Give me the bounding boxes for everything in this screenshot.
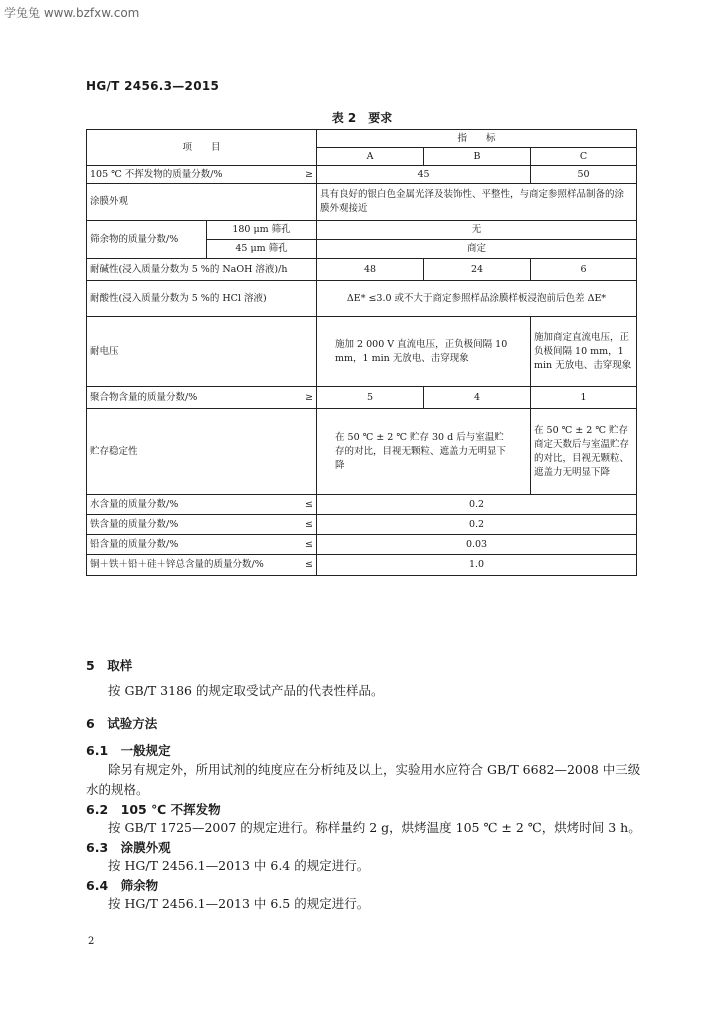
value-cell: 无 xyxy=(317,221,637,240)
section-6-1-text: 除另有规定外，所用试剂的纯度应在分析纯及以上，实验用水应符合 GB/T 6682—2008 中三级 xyxy=(108,762,641,777)
row-label xyxy=(87,555,317,576)
page-number: 2 xyxy=(88,936,95,947)
label-text: 铁含量的质量分数/% xyxy=(90,518,179,530)
comparison-symbol: ≥ xyxy=(305,391,314,403)
value-cell: 48 xyxy=(317,259,424,281)
value-cell: 0.2 xyxy=(317,515,637,535)
row-total xyxy=(87,555,637,576)
label-text: 105 ℃ 不挥发物的质量分数/% xyxy=(90,168,223,180)
value-cell: 在 50 ℃ ± 2 ℃ 贮存商定天数后与室温贮存的对比，目视无颗粒、遮盖力无明显下降 xyxy=(531,409,637,495)
value-cell: 施加商定直流电压，正负极间隔 10 mm，1 min 无放电、击穿现象 xyxy=(531,317,637,387)
row-appearance xyxy=(87,184,637,221)
grade-a: A xyxy=(317,148,424,166)
value-cell: 6 xyxy=(531,259,637,281)
value-cell: 45 xyxy=(317,166,531,184)
row-polymer xyxy=(87,387,637,409)
comparison-symbol: ≥ xyxy=(305,168,314,180)
table-header-row xyxy=(87,130,637,148)
value-cell: 1 xyxy=(531,387,637,409)
label-text: 水含量的质量分数/% xyxy=(90,498,179,510)
table-caption: 表 2 要求 xyxy=(331,111,393,125)
row-label xyxy=(87,387,317,409)
grade-b: B xyxy=(424,148,531,166)
row-label: 涂膜外观 xyxy=(87,184,317,221)
section-6-4-title: 6.4 筛余物 xyxy=(86,878,159,893)
value-cell: 商定 xyxy=(317,240,637,259)
grade-c: C xyxy=(531,148,637,166)
row-label: 耐碱性(浸入质量分数为 5 %的 NaOH 溶液)/h xyxy=(87,259,317,281)
section-5-text: 按 GB/T 3186 的规定取受试产品的代表性样品。 xyxy=(108,683,384,698)
section-6-3-title: 6.3 涂膜外观 xyxy=(86,840,171,855)
label-text: 铜＋铁＋铅＋硅＋锌总含量的质量分数/% xyxy=(90,559,264,570)
value-cell: 24 xyxy=(424,259,531,281)
row-water xyxy=(87,495,637,515)
row-label xyxy=(87,495,317,515)
row-label xyxy=(87,166,317,184)
section-6-1-title: 6.1 一般规定 xyxy=(86,743,171,758)
sub-label: 45 μm 筛孔 xyxy=(207,240,317,259)
row-storage xyxy=(87,409,637,495)
label-text: 聚合物含量的质量分数/% xyxy=(90,391,198,403)
document-code: HG/T 2456.3—2015 xyxy=(86,79,220,93)
row-label: 耐电压 xyxy=(87,317,317,387)
section-6-4-text: 按 HG/T 2456.1—2013 中 6.5 的规定进行。 xyxy=(108,896,370,911)
row-voltage xyxy=(87,317,637,387)
row-label: 贮存稳定性 xyxy=(87,409,317,495)
value-cell: 5 xyxy=(317,387,424,409)
row-lead xyxy=(87,535,637,555)
row-acid xyxy=(87,281,637,317)
value-cell: 具有良好的银白色金属光泽及装饰性、平整性，与商定参照样品制备的涂膜外观接近 xyxy=(317,184,637,221)
comparison-symbol: ≤ xyxy=(305,518,314,530)
row-label: 筛余物的质量分数/% xyxy=(87,221,207,259)
requirements-table xyxy=(86,129,637,576)
comparison-symbol: ≤ xyxy=(305,498,314,510)
row-iron xyxy=(87,515,637,535)
header-index: 指 标 xyxy=(317,130,637,148)
label-text: 铅含量的质量分数/% xyxy=(90,538,179,550)
row-residue xyxy=(87,221,637,240)
value-cell: 4 xyxy=(424,387,531,409)
value-cell: 50 xyxy=(531,166,637,184)
row-label xyxy=(87,515,317,535)
row-nonvolatile xyxy=(87,166,637,184)
row-alkali xyxy=(87,259,637,281)
section-6-2-title: 6.2 105 ℃ 不挥发物 xyxy=(86,802,221,817)
watermark: 学兔兔 www.bzfxw.com xyxy=(4,6,140,20)
comparison-symbol: ≤ xyxy=(305,559,314,570)
section-6-title: 6 试验方法 xyxy=(86,716,158,731)
sub-label: 180 μm 筛孔 xyxy=(207,221,317,240)
value-cell: ΔE* ≤3.0 或不大于商定参照样品涂膜样板浸泡前后色差 ΔE* xyxy=(317,281,637,317)
section-6-2-text: 按 GB/T 1725—2007 的规定进行。称样量约 2 g，烘烤温度 105 ℃ ± 2 ℃，烘烤时间 3 h。 xyxy=(108,820,641,835)
value-cell: 1.0 xyxy=(317,555,637,576)
section-6-3-text: 按 HG/T 2456.1—2013 中 6.4 的规定进行。 xyxy=(108,858,370,873)
value-cell: 施加 2 000 V 直流电压，正负极间隔 10 mm，1 min 无放电、击穿现象 xyxy=(317,317,531,387)
value-cell: 0.03 xyxy=(317,535,637,555)
section-6-1-text-cont: 水的规格。 xyxy=(86,782,149,797)
row-label: 耐酸性(浸入质量分数为 5 %的 HCl 溶液) xyxy=(87,281,317,317)
value-cell: 0.2 xyxy=(317,495,637,515)
header-item: 项 目 xyxy=(87,130,317,166)
value-cell: 在 50 ℃ ± 2 ℃ 贮存 30 d 后与室温贮存的对比，目视无颗粒、遮盖力无明显下降 xyxy=(317,409,531,495)
row-label xyxy=(87,535,317,555)
comparison-symbol: ≤ xyxy=(305,538,314,550)
section-5-title: 5 取样 xyxy=(86,658,133,673)
